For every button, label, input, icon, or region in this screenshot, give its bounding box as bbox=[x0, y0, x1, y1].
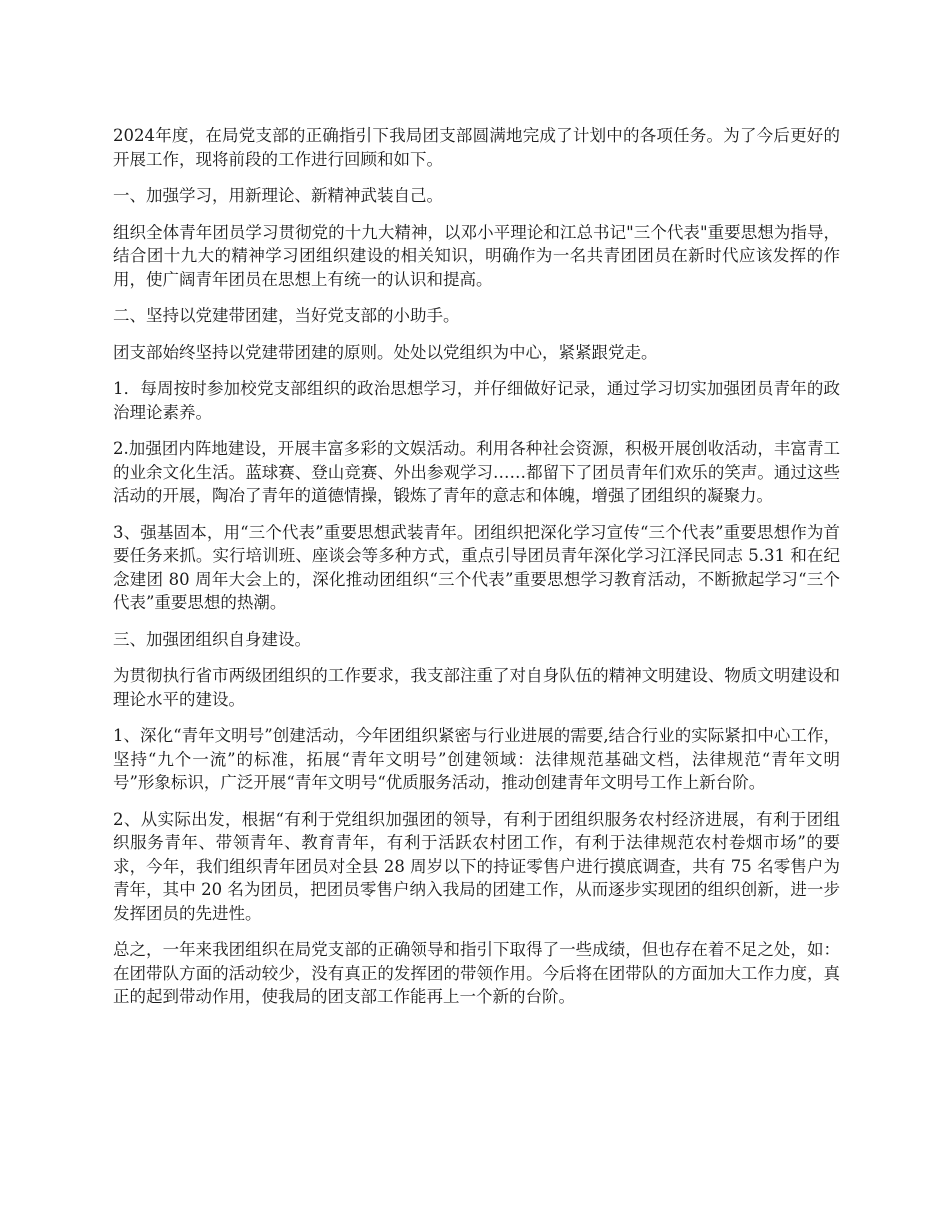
section-heading-1: 一、加强学习，用新理论、新精神武装自己。 bbox=[113, 186, 443, 205]
section-2-item-2: 2.加强团内阵地建设，开展丰富多彩的文娱活动。利用各种社会资源，积极开展创收活动，丰富青工的业余文化生活。蓝球赛、登山竞赛、外出参观学习……都留下了团员青年们欢乐的笑声。通过这些活动的开展，陶冶了青年的道德情操，锻炼了青年的意志和体魄，增强了团组织的凝聚力。 bbox=[113, 439, 840, 505]
section-2-intro: 团支部始终坚持以党建带团建的原则。处处以党组织为中心，紧紧跟党走。 bbox=[113, 342, 658, 362]
section-2-item-1: 1．每周按时参加校党支部组织的政治思想学习，并仔细做好记录，通过学习切实加强团员青年的政治理论素养。 bbox=[113, 379, 840, 422]
document-body bbox=[113, 124, 840, 1022]
section-heading-3: 三、加强团组织自身建设。 bbox=[113, 629, 311, 649]
intro-paragraph: 2024年度，在局党支部的正确指引下我局团支部圆满地完成了计划中的各项任务。为了今后更好的开展工作，现将前段的工作进行回顾和如下。 bbox=[113, 126, 840, 169]
section-3-item-2: 2、从实际出发，根据“有利于党组织加强团的领导，有利于团组织服务农村经济进展，有利于团组织服务青年、带领青年、教育青年，有利于活跃农村团工作，有利于法律规范农村卷烟市场”的要求，今年，我们组织青年团员对全县 28 周岁以下的持证零售户进行摸底调查，共有 75 名零售户为青年，其中 20 名为团员，把团员零售户纳入我局的团建工作，从而逐步实现团的组织创新，进一步发挥团员的先进性。 bbox=[113, 809, 840, 923]
section-3-item-1: 1、深化“青年文明号”创建活动，今年团组织紧密与行业进展的需要,结合行业的实际紧扣中心工作，坚持“九个一流”的标准，拓展“青年文明号”创建领域：法律规范基础文档，法律规范“青年文明号”形象标识，广泛开展“青年文明号“优质服务活动，推动创建青年文明号工作上新台阶。 bbox=[113, 726, 840, 792]
section-3-intro: 为贯彻执行省市两级团组织的工作要求，我支部注重了对自身队伍的精神文明建设、物质文明建设和理论水平的建设。 bbox=[113, 666, 840, 709]
section-heading-2: 二、坚持以党建带团建，当好党支部的小助手。 bbox=[113, 306, 460, 325]
conclusion-paragraph: 总之，一年来我团组织在局党支部的正确领导和指引下取得了一些成绩，但也存在着不足之处，如：在团带队方面的活动较少，没有真正的发挥团的带领作用。今后将在团带队的方面加大工作力度，真正的起到带动作用，使我局的团支部工作能再上一个新的台阶。 bbox=[113, 940, 840, 1006]
section-1-paragraph: 组织全体青年团员学习贯彻党的十九大精神，以邓小平理论和江总书记"三个代表"重要思想为指导，结合团十九大的精神学习团组织建设的相关知识，明确作为一名共青团团员在新时代应该发挥的作用，使广阔青年团员在思想上有统一的认识和提高。 bbox=[113, 222, 840, 289]
section-2-item-3: 3、强基固本，用“三个代表”重要思想武装青年。团组织把深化学习宣传“三个代表”重要思想作为首要任务来抓。实行培训班、座谈会等多种方式，重点引导团员青年深化学习江泽民同志 5.31 和在纪念建团 80 周年大会上的，深化推动团组织“三个代表”重要思想学习教育活动，不断掀起学习“三个代表”重要思想的热潮。 bbox=[113, 522, 840, 612]
